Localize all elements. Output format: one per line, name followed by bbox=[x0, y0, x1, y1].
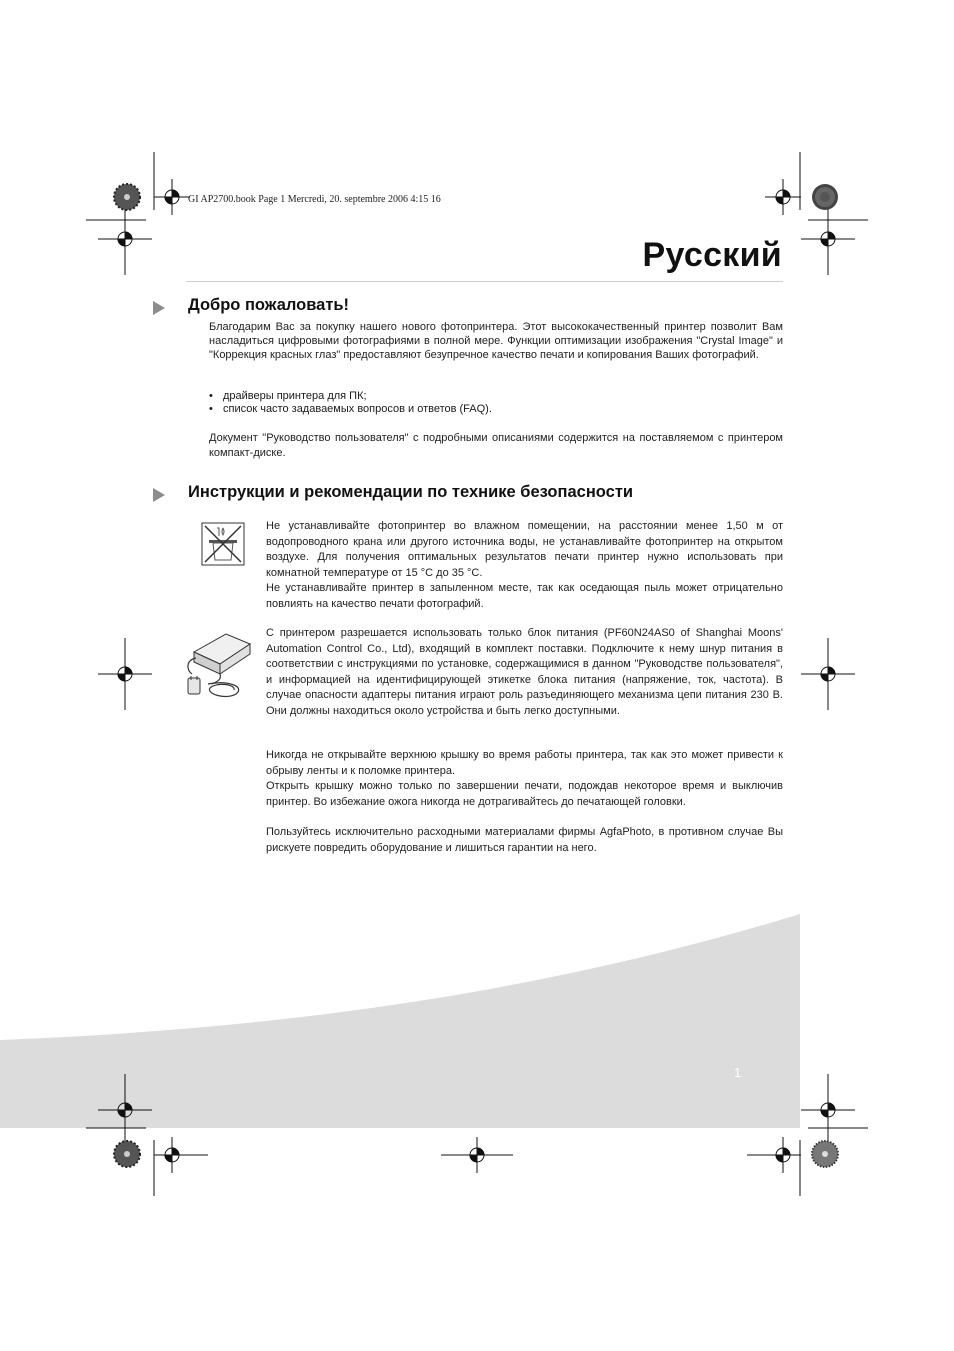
title-divider bbox=[186, 281, 783, 282]
no-water-icon bbox=[199, 520, 247, 568]
page-number: 1 bbox=[734, 1065, 742, 1080]
welcome-bullet-list bbox=[209, 390, 783, 416]
safety-lid-text: Никогда не открывайте верхнюю крышку во время работы принтера, так как это может привести к обрыву ленты и к поломке принтера. bbox=[266, 749, 783, 777]
power-adapter-icon bbox=[186, 628, 256, 700]
list-item: • драйверы принтера для ПК; bbox=[209, 390, 783, 403]
page-title: Русский bbox=[642, 236, 782, 274]
list-item: • список часто задаваемых вопросов и ответов (FAQ). bbox=[209, 403, 783, 416]
safety-power-text: С принтером разрешается использовать только блок питания (PF60N24AS0 of Shanghai Moons' Automation Control Co., Ltd), входящий в комплект поставки. Подключите к нему шнур питания в соответствии с инструкциями по установке, содержащимися в данном "Руководстве пользователя", и информацией на идентифицирующей этикетке блока питания (напряжение, ток, частота). В случае опасности адаптеры питания играют роль разъединяющего механизма цепи питания 230 В. Они должны находиться около устройства и быть легко доступными. bbox=[266, 627, 783, 717]
triangle-arrow-icon bbox=[153, 488, 165, 502]
welcome-heading: Добро пожаловать! bbox=[188, 296, 350, 314]
book-info-line: GI AP2700.book Page 1 Mercredi, 20. septembre 2006 4:15 16 bbox=[188, 194, 441, 205]
safety-moisture-text: Не устанавливайте фотопринтер во влажном помещении, на расстоянии менее 1,50 м от водопроводного крана или другого источника воды, не устанавливайте фотопринтер на открытом воздухе. Для получения оптимальных результатов печати принтер нужно использовать при комнатной температуре от 15 °C до 35 °C. bbox=[266, 520, 783, 579]
safety-open-lid-text: Открыть крышку можно только по завершении печати, подождав некоторое время и выключив принтер. Во избежание ожога никогда не дотрагивайтесь до печатающей головки. bbox=[266, 780, 783, 808]
safety-supplies-text: Пользуйтесь исключительно расходными материалами фирмы AgfaPhoto, в противном случае Вы рискуете повредить оборудование и лишиться гарантии на него. bbox=[266, 826, 783, 854]
welcome-document-note: Документ "Руководство пользователя" с подробными описаниями содержится на поставляемом с принтером компакт-диске. bbox=[209, 432, 783, 459]
welcome-intro: Благодарим Вас за покупку нашего нового фотопринтера. Этот высококачественный принтер позволит Вам насладиться цифровыми фотографиями в полной мере. Функции оптимизации изображения "Crystal Image" и "Коррекция красных глаз" предоставляют безупречное качество печати и копирования Ваших фотографий. bbox=[209, 321, 783, 361]
safety-dust-text: Не устанавливайте принтер в запыленном месте, так как оседающая пыль может отрицательно повлиять на качество печати фотографий. bbox=[266, 582, 783, 610]
triangle-arrow-icon bbox=[153, 301, 165, 315]
safety-heading: Инструкции и рекомендации по технике безопасности bbox=[188, 483, 634, 501]
